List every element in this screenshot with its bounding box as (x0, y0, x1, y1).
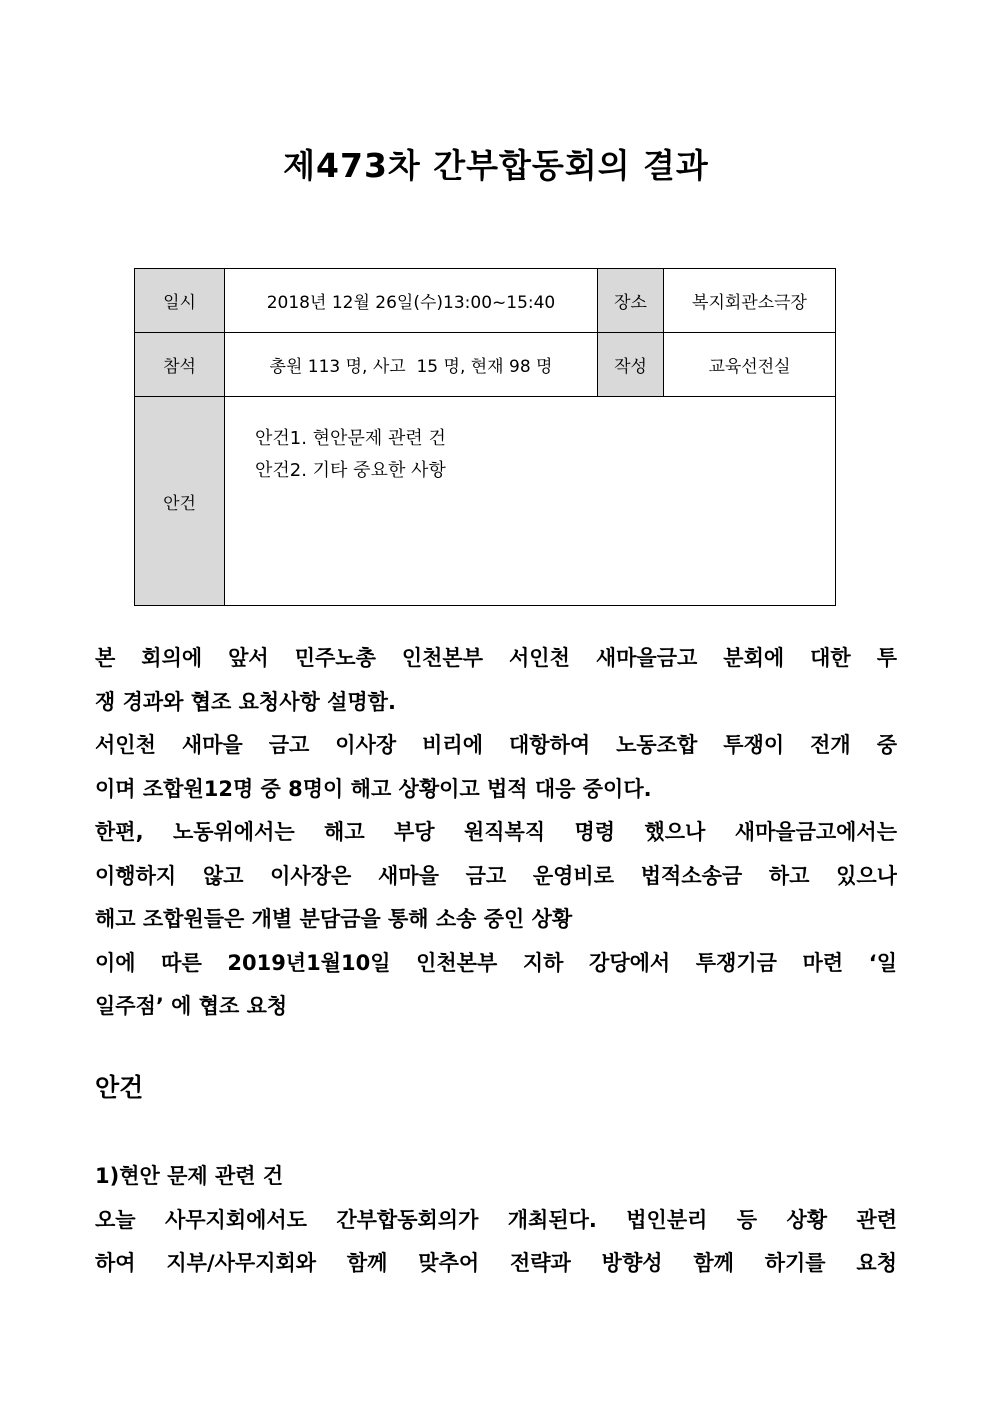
agenda-heading: 안건 (95, 1073, 144, 1102)
place-value: 복지회관소극장 (664, 269, 836, 333)
agenda-row (135, 397, 836, 606)
intro-paragraph (95, 637, 897, 1029)
attendance-label: 참석 (135, 333, 225, 397)
intro-line: 한편, 노동위에서는 해고 부당 원직복직 명령 했으나 새마을금고에서는 (95, 820, 897, 844)
intro-line: 쟁 경과와 협조 요청사항 설명함. (95, 689, 396, 714)
page-title: 제473차 간부합동회의 결과 (283, 146, 709, 185)
agenda-item-2: 안건2. 기타 중요한 사항 (255, 460, 446, 481)
writer-label: 작성 (598, 333, 664, 397)
agenda-item-1-heading: 1)현안 문제 관련 건 (95, 1164, 284, 1188)
intro-line: 일주점’ 에 협조 요청 (95, 994, 288, 1018)
intro-line: 이에 따른 2019년1월10일 인천본부 지하 강당에서 투쟁기금 마련 ‘일 (95, 950, 897, 975)
intro-line: 서인천 새마을 금고 이사장 비리에 대항하여 노동조합 투쟁이 전개 중 (95, 733, 897, 757)
attendance-value: 총원 113 명, 사고 15 명, 현재 98 명 (225, 333, 598, 397)
agenda-item-1-line: 하여 지부/사무지회와 함께 맞추어 전략과 방향성 함께 하기를 요청 (95, 1251, 897, 1275)
date-label: 일시 (135, 269, 225, 333)
date-value: 2018년 12월 26일(수)13:00~15:40 (225, 269, 598, 333)
writer-value: 교육선전실 (664, 333, 836, 397)
place-label: 장소 (598, 269, 664, 333)
attendance-row (135, 333, 836, 397)
intro-line: 이행하지 않고 이사장은 새마을 금고 운영비로 법적소송금 하고 있으나 (95, 863, 897, 888)
agenda-label: 안건 (135, 397, 225, 606)
agenda-item-1-line: 오늘 사무지회에서도 간부합동회의가 개최된다. 법인분리 등 상황 관련 (95, 1207, 897, 1232)
meeting-info-table (134, 268, 836, 606)
intro-line: 본 회의에 앞서 민주노총 인천본부 서인천 새마을금고 분회에 대한 투 (95, 646, 897, 670)
intro-line: 해고 조합원들은 개별 분담금을 통해 소송 중인 상황 (95, 907, 573, 931)
intro-line: 이며 조합원12명 중 8명이 해고 상황이고 법적 대응 중이다. (95, 776, 652, 801)
agenda-item-1: 안건1. 현안문제 관련 건 (255, 428, 446, 449)
agenda-list (225, 397, 836, 606)
agenda-item-1-section (95, 1155, 897, 1286)
date-row (135, 269, 836, 333)
